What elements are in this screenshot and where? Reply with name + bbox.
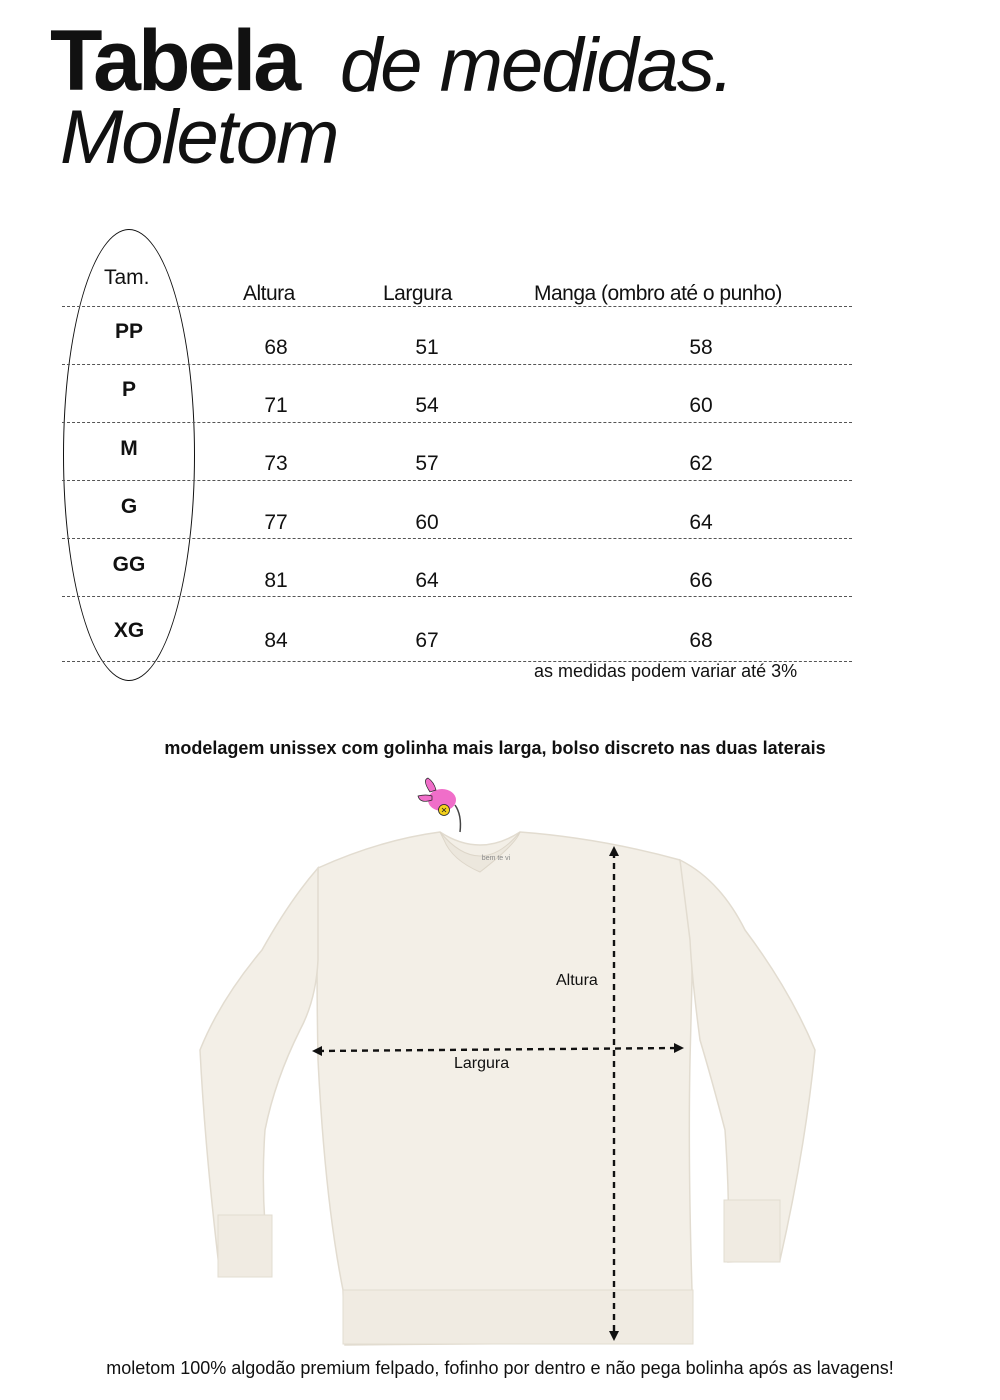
row-divider (62, 480, 852, 481)
sweatshirt-body (317, 832, 692, 1345)
manga-value: 60 (689, 394, 713, 417)
header-largura: Largura (383, 282, 452, 305)
title-de-medidas: de medidas. (340, 23, 733, 108)
manga-value: 66 (689, 569, 713, 592)
product-description: modelagem unissex com golinha mais larga, bolso discreto nas duas laterais (164, 738, 826, 758)
largura-value: 60 (415, 511, 439, 534)
header-tam: Tam. (104, 266, 150, 289)
largura-value: 64 (415, 569, 439, 592)
manga-value: 58 (689, 336, 713, 359)
largura-value: 54 (415, 394, 439, 417)
altura-value: 71 (264, 394, 288, 417)
footer-text: moletom 100% algodão premium felpado, fofinho por dentro e não pega bolinha após as lavagens! (106, 1358, 894, 1378)
hanger-hook-icon (455, 805, 460, 832)
right-cuff (724, 1200, 780, 1262)
row-divider (62, 596, 852, 597)
width-label: Largura (454, 1055, 510, 1072)
size-label: G (120, 495, 138, 518)
largura-value: 67 (415, 629, 439, 652)
row-divider (62, 364, 852, 365)
altura-value: 84 (264, 629, 288, 652)
size-label: P (121, 378, 136, 401)
manga-value: 64 (689, 511, 713, 534)
row-divider (62, 306, 852, 307)
variation-note: as medidas podem variar até 3% (534, 661, 798, 681)
left-sleeve (200, 868, 318, 1275)
title-moletom: Moletom (60, 95, 338, 180)
size-label: GG (112, 553, 146, 576)
manga-value: 62 (689, 452, 713, 475)
header-manga: Manga (ombro até o punho) (534, 282, 782, 305)
size-label: M (120, 437, 138, 460)
row-divider (62, 422, 852, 423)
manga-value: 68 (689, 629, 713, 652)
bird-mascot-icon (418, 778, 456, 816)
size-label: XG (113, 619, 145, 642)
waistband (343, 1290, 693, 1344)
sweatshirt-illustration (190, 770, 830, 1360)
size-label: PP (114, 320, 143, 343)
largura-value: 57 (415, 452, 439, 475)
largura-value: 51 (415, 336, 439, 359)
row-divider (62, 538, 852, 539)
left-cuff (218, 1215, 272, 1277)
height-label: Altura (556, 972, 598, 989)
header-altura: Altura (243, 282, 295, 305)
altura-value: 77 (264, 511, 288, 534)
altura-value: 73 (264, 452, 288, 475)
title-tabela: Tabela (50, 13, 299, 109)
neck-tag-text: bem te vi (481, 855, 511, 862)
altura-value: 68 (264, 336, 288, 359)
altura-value: 81 (264, 569, 288, 592)
